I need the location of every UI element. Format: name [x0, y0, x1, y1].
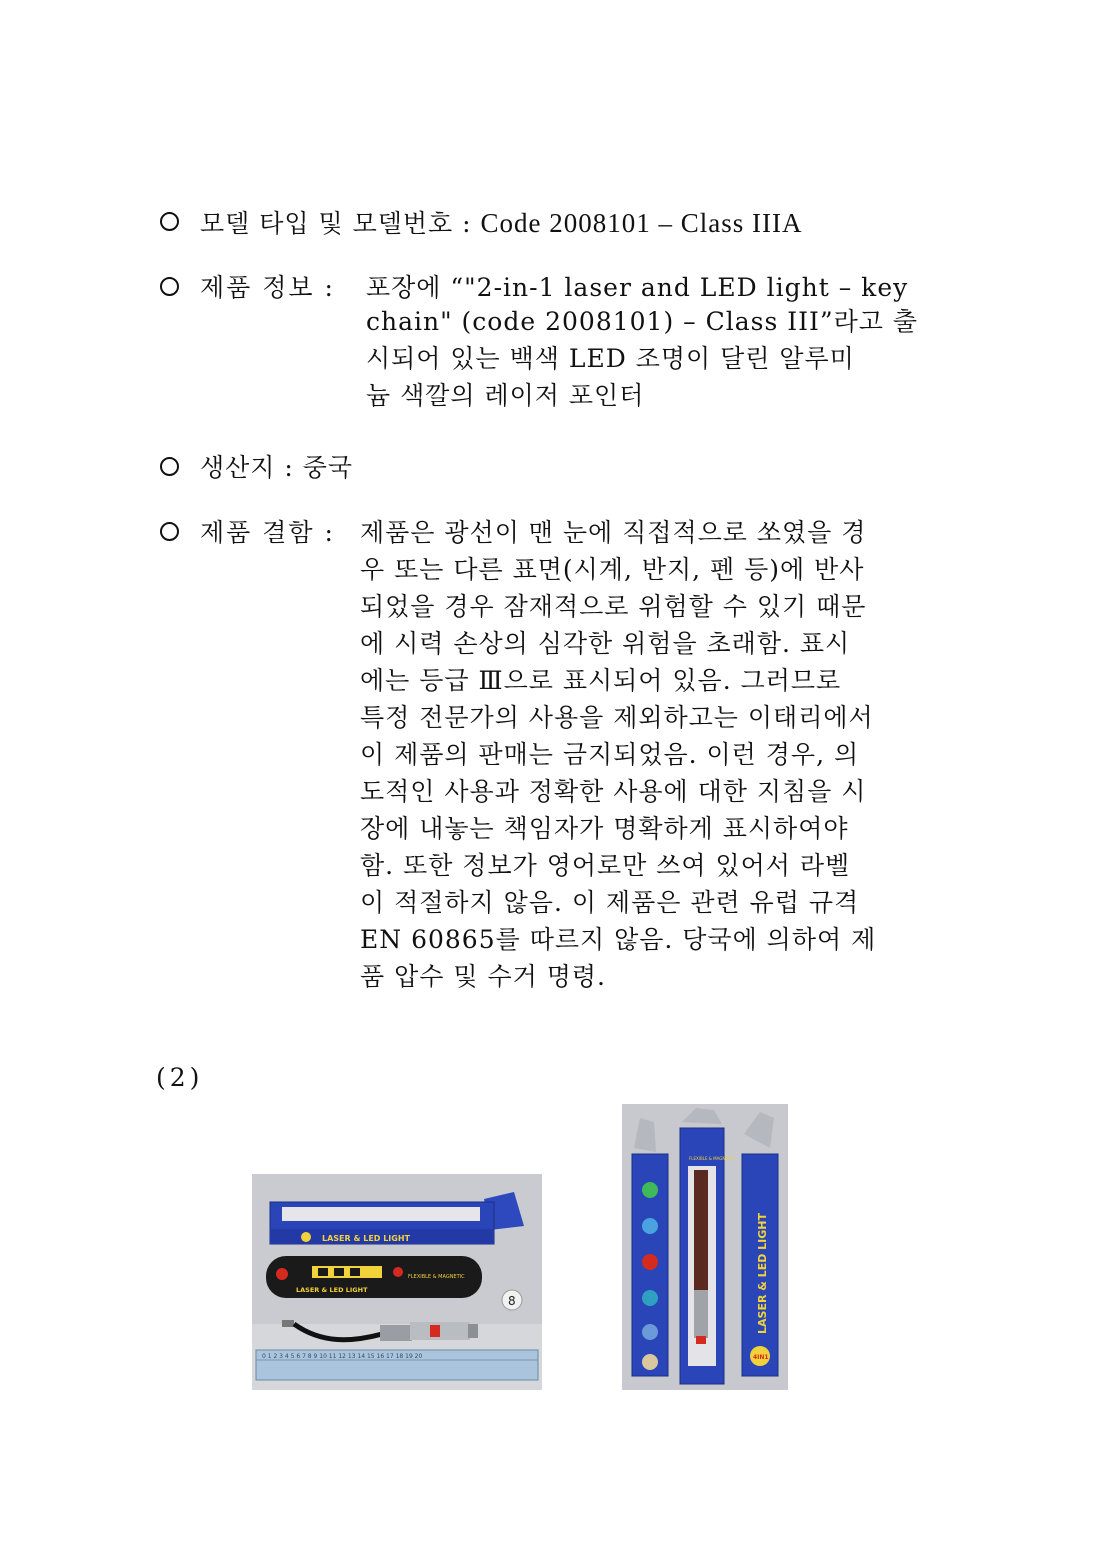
side-box-title: LASER & LED LIGHT [756, 1212, 769, 1334]
text-line: 포장에 “"2-in-1 laser and LED light – key [366, 273, 909, 302]
tray-title: LASER & LED LIGHT [296, 1286, 368, 1294]
origin-value: 중국 [302, 453, 354, 482]
text-line: 특정 전문가의 사용을 제외하고는 이태리에서 [360, 703, 874, 732]
product-info-text [366, 269, 942, 414]
ruler-numbers: 0 1 2 3 4 5 6 7 8 9 10 11 12 13 14 15 16 17 18 19 20 [262, 1353, 423, 1360]
packaging-drawing [622, 1104, 788, 1390]
defect-text [360, 514, 942, 995]
product-info-label: 제품 정보 : [200, 273, 335, 302]
sticker-number: 8 [508, 1294, 516, 1308]
text-line: EN 60865를 따르지 않음. 당국에 의하여 제 [360, 925, 877, 954]
origin-label: 생산지 : [200, 453, 294, 482]
defect-label: 제품 결함 : [200, 518, 335, 547]
text-line: 이 적절하지 않음. 이 제품은 관련 유럽 규격 [360, 888, 860, 917]
text-line: 에는 등급 Ⅲ으로 표시되어 있음. 그러므로 [360, 666, 842, 695]
middle-box-text: FLEXIBLE & MAGNETIC [689, 1156, 735, 1161]
bullet-circle-icon [160, 204, 184, 242]
origin-label-and-value [200, 449, 353, 487]
text-line: 시되어 있는 백색 LED 조명이 달린 알루미 [366, 344, 855, 373]
model-value: Code 2008101 – Class IIIA [480, 208, 803, 238]
text-line: 되었을 경우 잠재적으로 위험할 수 있기 때문 [360, 592, 867, 621]
bullet-circle-icon [160, 514, 184, 552]
text-line: 우 또는 다른 표면(시계, 반지, 펜 등)에 반사 [360, 555, 865, 584]
text-line: 도적인 사용과 정확한 사용에 대한 지침을 시 [360, 777, 867, 806]
text-line: 함. 또한 정보가 영어로만 쓰여 있어서 라벨 [360, 851, 851, 880]
product-photo-packaging [622, 1104, 788, 1390]
bullet-circle-icon [160, 269, 184, 307]
text-line: 장에 내놓는 책임자가 명확하게 표시하여야 [360, 814, 849, 843]
text-line: 제품은 광선이 맨 눈에 직접적으로 쏘였을 경 [360, 518, 867, 547]
model-label: 모델 타입 및 모델번호 : [200, 209, 472, 238]
text-line: 품 압수 및 수거 명령. [360, 962, 606, 991]
text-line: chain" (code 2008101) – Class III”라고 출 [366, 307, 919, 336]
tray-subtitle: FLEXIBLE & MAGNETIC [408, 1274, 465, 1280]
badge-text: 4IN1 [753, 1354, 769, 1361]
text-line: 에 시력 손상의 심각한 위험을 초래함. 표시 [360, 629, 851, 658]
box-title: LASER & LED LIGHT [322, 1234, 411, 1243]
model-label-and-value [200, 204, 803, 243]
product-photo-drawing [252, 1174, 542, 1390]
product-photo-box-and-tray [252, 1174, 542, 1390]
bullet-circle-icon [160, 449, 184, 487]
text-line: 늄 색깔의 레이저 포인터 [366, 381, 645, 410]
paragraph-number: (2) [156, 1063, 204, 1092]
text-line: 이 제품의 판매는 금지되었음. 이런 경우, 의 [360, 740, 860, 769]
